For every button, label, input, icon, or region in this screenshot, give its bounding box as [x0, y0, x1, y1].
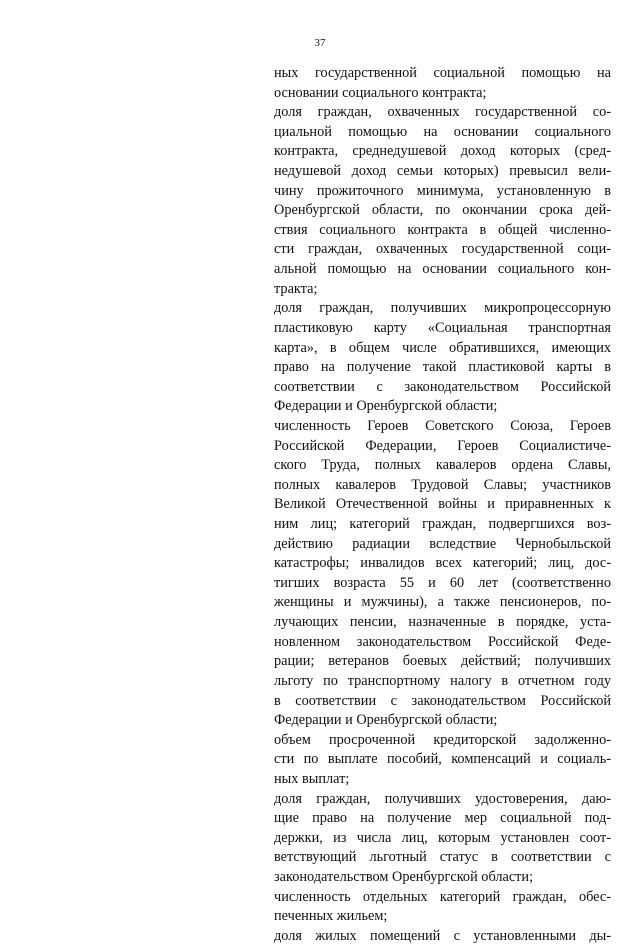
- text-line: альной помощью на основании социального кон-: [274, 261, 611, 278]
- text-line: полных кавалеров Трудовой Славы; участников: [274, 476, 611, 493]
- text-line: Великой Отечественной войны и приравненных к: [274, 496, 611, 513]
- text-line: объем просроченной кредиторской задолженно-: [274, 731, 611, 748]
- text-line: тракта;: [274, 280, 318, 297]
- text-line: Федерации и Оренбургской области;: [274, 712, 498, 729]
- text-line: Федерации и Оренбургской области;: [274, 398, 498, 415]
- text-line: недушевой доход семьи которых) превысил вели-: [274, 163, 611, 180]
- text-line: соответствии с законодательством Российской: [274, 378, 611, 395]
- text-line: новленном законодательством Российской Феде-: [274, 633, 611, 650]
- text-line: доля граждан, охваченных государственной со-: [274, 104, 611, 121]
- text-line: законодательством Оренбургской области;: [274, 868, 534, 885]
- text-line: сти по выплате пособий, компенсаций и социаль-: [274, 751, 611, 768]
- text-line: льготу по транспортному налогу в отчетном году: [274, 672, 611, 689]
- text-line: ных выплат;: [274, 770, 350, 787]
- text-line: Российской Федерации, Героев Социалистиче-: [274, 437, 611, 454]
- text-line: карта», в общем числе обратившихся, имеющих: [274, 339, 611, 356]
- page-number: 37: [314, 37, 326, 49]
- text-line: пластиковую карту «Социальная транспортная: [274, 319, 611, 336]
- text-line: ского Труда, полных кавалеров ордена Славы,: [274, 457, 611, 474]
- text-line: действию радиации вследствие Чернобыльской: [274, 535, 611, 552]
- text-line: лучающих пенсии, назначенные в порядке, уста-: [274, 614, 611, 631]
- text-line: ветствующий льготный статус в соответствии с: [274, 849, 611, 866]
- text-line: Оренбургской области, по окончании срока дей-: [274, 202, 611, 219]
- text-line: доля граждан, получивших удостоверения, даю-: [274, 790, 611, 807]
- text-line: контракта, среднедушевой доход которых (сред-: [274, 143, 611, 160]
- text-line: численность отдельных категорий граждан, обес-: [274, 888, 611, 905]
- text-line: катастрофы; инвалидов всех категорий; лиц, дос-: [274, 555, 611, 572]
- text-line: женщины и мужчины), а также пенсионеров, по-: [274, 594, 611, 611]
- body-text: [274, 64, 611, 946]
- text-line: держки, из числа лиц, которым установлен соот-: [274, 829, 611, 846]
- text-line: в соответствии с законодательством Российской: [274, 692, 611, 709]
- text-line: тигших возраста 55 и 60 лет (соответственно: [274, 574, 611, 591]
- text-line: сти граждан, охваченных государственной соци-: [274, 241, 611, 258]
- text-line: циальной помощью на основании социального: [274, 123, 611, 140]
- text-line: чину прожиточного минимума, установленную в: [274, 182, 611, 199]
- text-line: основании социального контракта;: [274, 84, 487, 101]
- text-line: ним лиц; категорий граждан, подвергшихся воз-: [274, 516, 611, 533]
- text-line: доля граждан, получивших микропроцессорную: [274, 300, 611, 317]
- text-line: щие право на получение мер социальной под-: [274, 810, 611, 827]
- text-line: печенных жильем;: [274, 908, 388, 925]
- text-line: право на получение такой пластиковой карты в: [274, 359, 611, 376]
- text-line: ствия социального контракта в общей численно-: [274, 221, 611, 238]
- text-line: доля жилых помещений с установленными ды-: [274, 927, 611, 944]
- text-line: рации; ветеранов боевых действий; получивших: [274, 653, 611, 670]
- text-line: ных государственной социальной помощью на: [274, 65, 611, 81]
- text-line: численность Героев Советского Союза, Героев: [274, 417, 611, 434]
